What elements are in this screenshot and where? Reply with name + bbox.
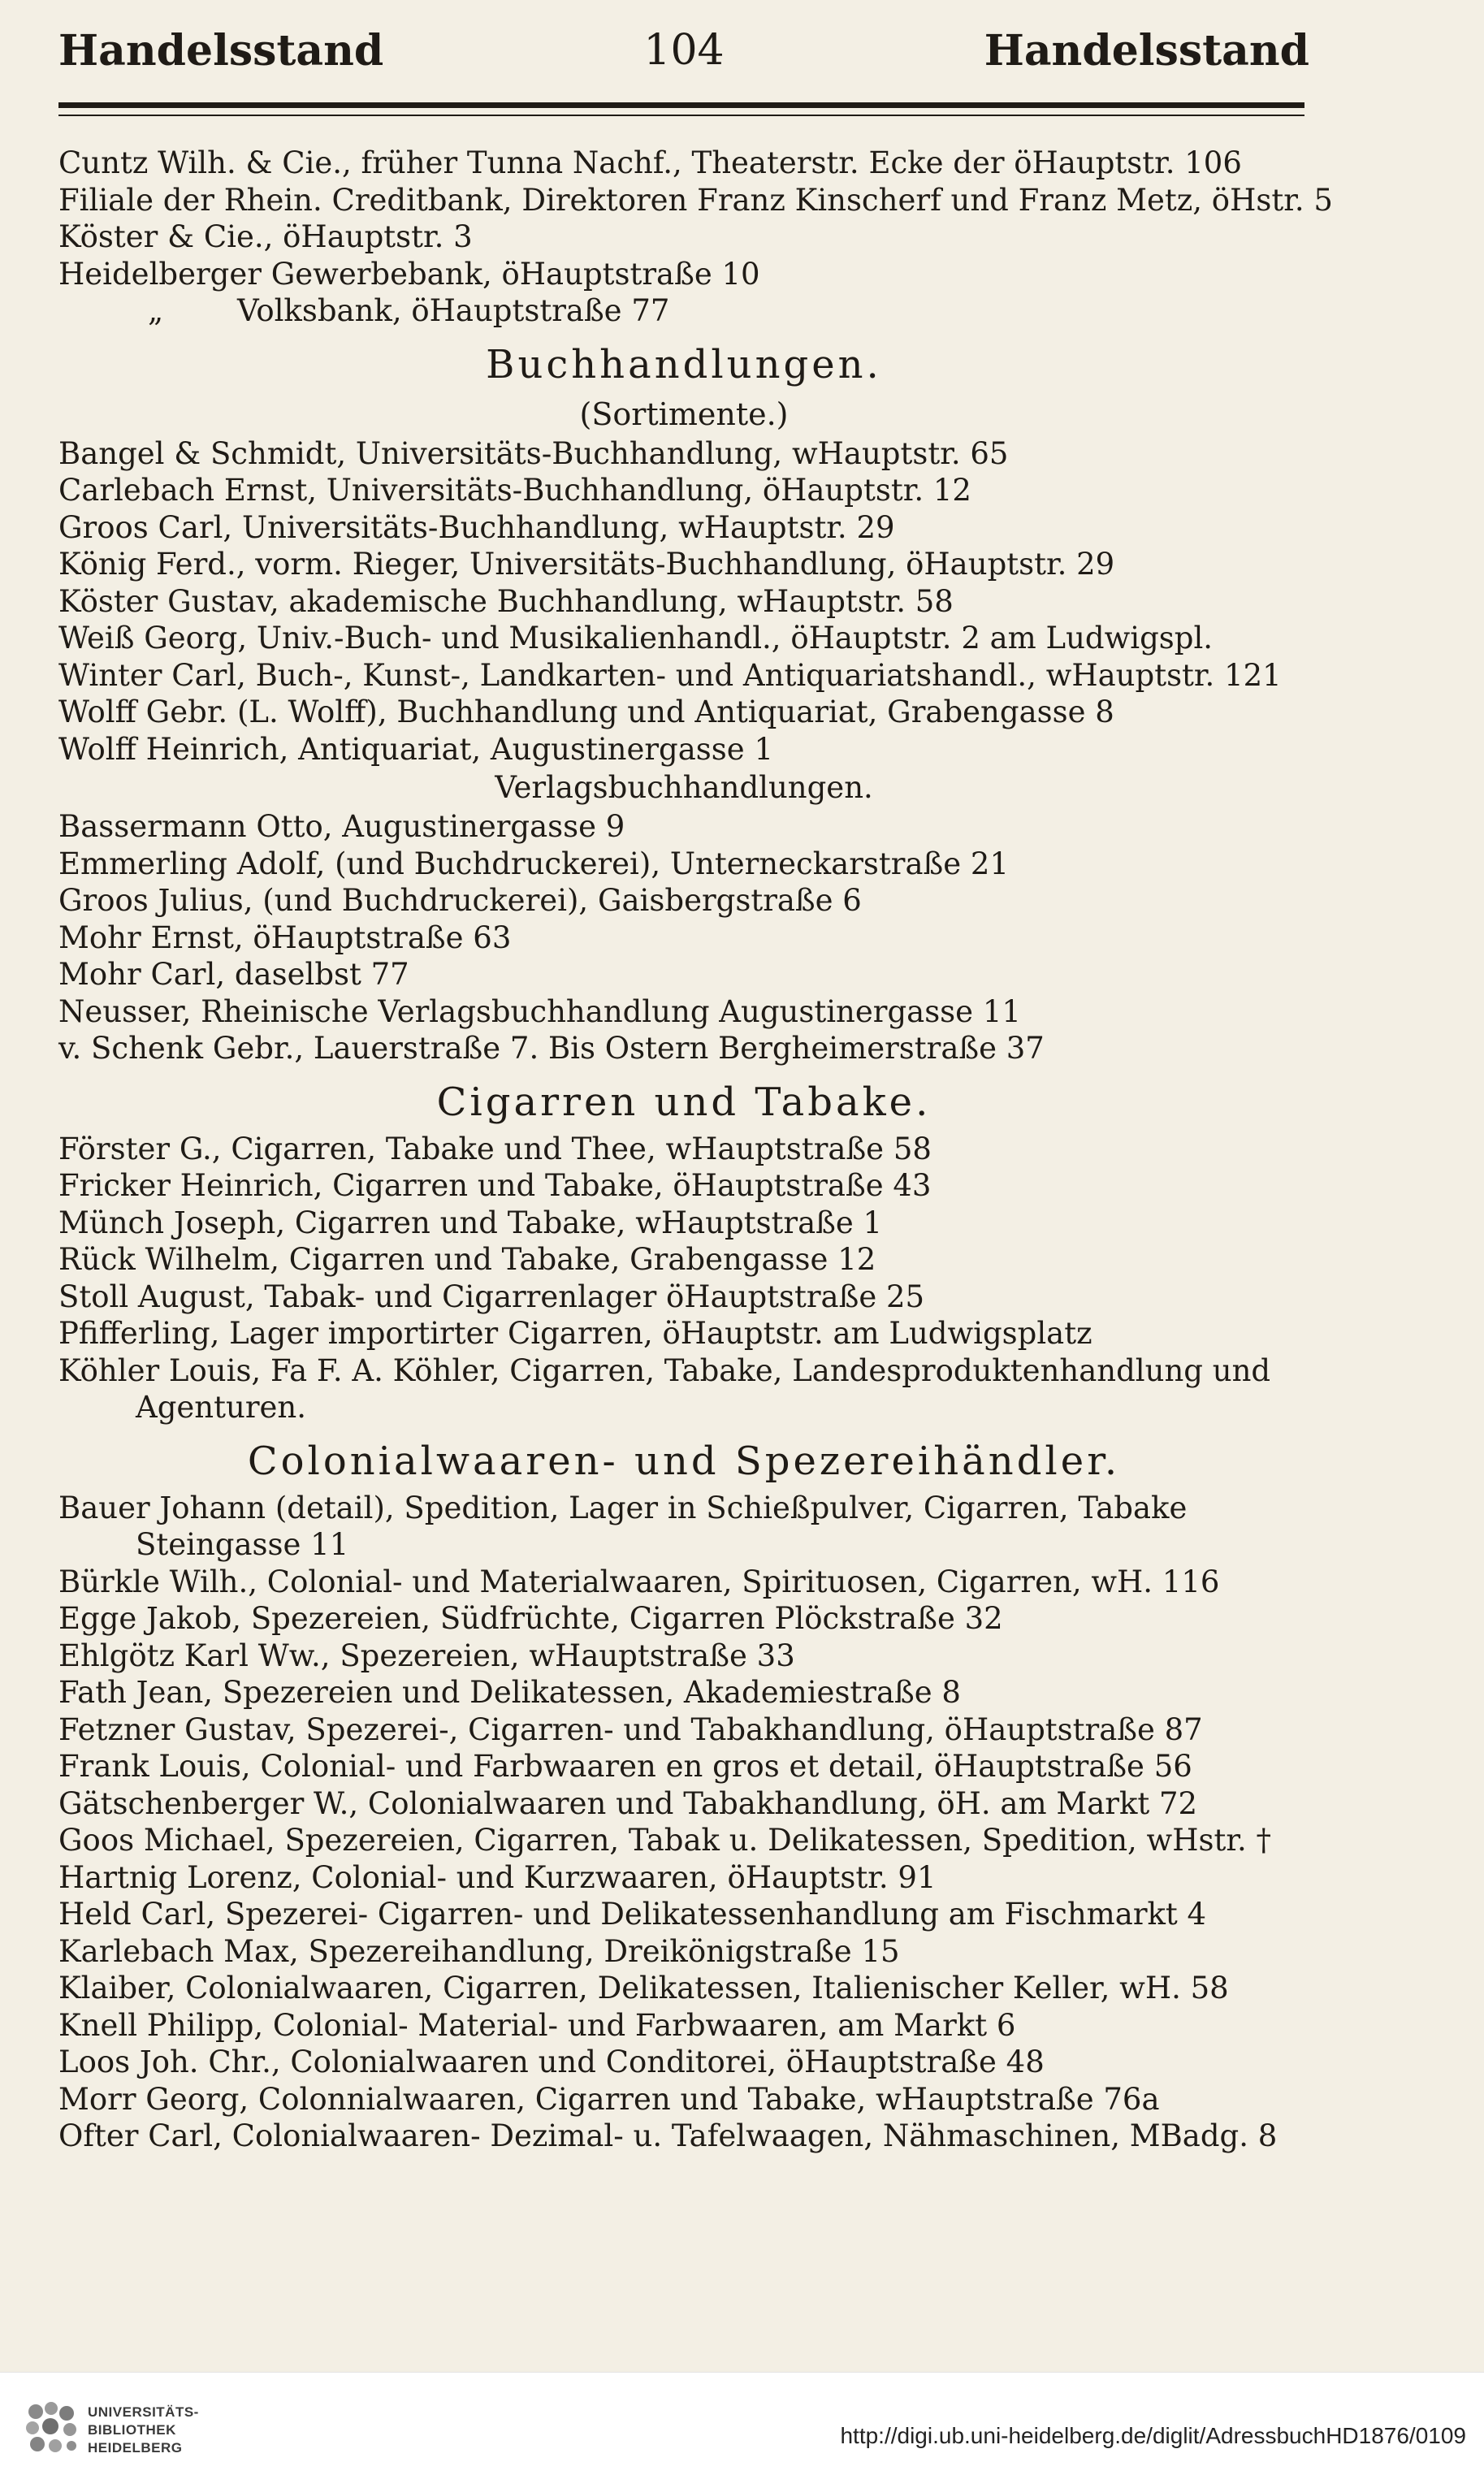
university-library-logo-icon <box>21 2397 81 2457</box>
section-heading-buchhandlungen: Buchhandlungen. <box>486 341 882 387</box>
list-item: Loos Joh. Chr., Colonialwaaren und Conditorei, öHauptstraße 48 <box>58 2044 1045 2079</box>
list-item: Winter Carl, Buch-, Kunst-, Landkarten- und Antiquariatshandl., wHauptstr. 121 <box>58 657 1282 693</box>
list-item: Fricker Heinrich, Cigarren und Tabake, öHauptstraße 43 <box>58 1168 932 1203</box>
list-item: Heidelberger Gewerbebank, öHauptstraße 10 <box>58 256 760 292</box>
source-url-link[interactable]: http://digi.ub.uni-heidelberg.de/diglit/AdressbuchHD1876/0109 <box>840 2423 1466 2448</box>
list-item: Köster & Cie., öHauptstr. 3 <box>58 219 473 254</box>
list-item: Förster G., Cigarren, Tabake und Thee, wHauptstraße 58 <box>58 1131 932 1166</box>
list-item-continuation: Steingasse 11 <box>136 1527 349 1562</box>
list-item: Ehlgötz Karl Ww., Spezereien, wHauptstraße 33 <box>58 1638 795 1673</box>
list-item: Bassermann Otto, Augustinergasse 9 <box>58 809 625 844</box>
ditto-entry-text: Volksbank, öHauptstraße 77 <box>237 293 670 328</box>
list-item: Münch Joseph, Cigarren und Tabake, wHauptstraße 1 <box>58 1205 883 1240</box>
list-item: Cuntz Wilh. & Cie., früher Tunna Nachf., Theaterstr. Ecke der öHauptstr. 106 <box>58 145 1242 180</box>
list-item: Rück Wilhelm, Cigarren und Tabake, Grabengasse 12 <box>58 1242 876 1277</box>
header-rule-thin <box>58 115 1304 116</box>
list-item: Wolff Gebr. (L. Wolff), Buchhandlung und Antiquariat, Grabengasse 8 <box>58 694 1114 729</box>
ditto-mark: „ <box>148 293 164 328</box>
list-item: Bauer Johann (detail), Spedition, Lager in Schießpulver, Cigarren, Tabake <box>58 1490 1188 1525</box>
logo-line: HEIDELBERG <box>88 2440 183 2456</box>
header-right-title: Handelsstand <box>984 26 1309 76</box>
list-item: Mohr Ernst, öHauptstraße 63 <box>58 919 512 955</box>
section-heading-cigarren: Cigarren und Tabake. <box>436 1079 932 1125</box>
list-item: Weiß Georg, Univ.-Buch- und Musikalienhandl., öHauptstr. 2 am Ludwigspl. <box>58 621 1214 656</box>
page-body <box>58 145 1333 2155</box>
list-item: König Ferd., vorm. Rieger, Universitäts-Buchhandlung, öHauptstr. 29 <box>58 547 1115 582</box>
logo-line: BIBLIOTHEK <box>88 2422 176 2438</box>
header-left-title: Handelsstand <box>58 26 384 76</box>
list-item: Köster Gustav, akademische Buchhandlung, wHauptstr. 58 <box>58 583 954 619</box>
list-item: Knell Philipp, Colonial- Material- und Farbwaaren, am Markt 6 <box>58 2007 1016 2043</box>
running-header <box>58 26 1309 83</box>
list-item: Groos Carl, Universitäts-Buchhandlung, wHauptstr. 29 <box>58 509 895 545</box>
university-library-name <box>88 2404 199 2457</box>
list-item: v. Schenk Gebr., Lauerstraße 7. Bis Ostern Bergheimerstraße 37 <box>58 1031 1045 1066</box>
list-item: Stoll August, Tabak- und Cigarrenlager öHauptstraße 25 <box>58 1279 925 1314</box>
list-item-continuation: Agenturen. <box>136 1390 307 1425</box>
list-item: Filiale der Rhein. Creditbank, Direktoren Franz Kinscherf und Franz Metz, öHstr. 5 <box>58 182 1333 218</box>
list-item: Morr Georg, Colonnialwaaren, Cigarren und Tabake, wHauptstraße 76a <box>58 2081 1160 2117</box>
list-item: Köhler Louis, Fa F. A. Köhler, Cigarren, Tabake, Landesproduktenhandlung und <box>58 1352 1271 1388</box>
section-subheading-sortimente: (Sortimente.) <box>579 396 789 432</box>
list-item: Karlebach Max, Spezereihandlung, Dreikönigstraße 15 <box>58 1933 900 1969</box>
list-item: Pfifferling, Lager importirter Cigarren, öHauptstr. am Ludwigsplatz <box>58 1316 1092 1351</box>
viewer-footer <box>0 2372 1484 2488</box>
list-item: Hartnig Lorenz, Colonial- und Kurzwaaren, öHauptstr. 91 <box>58 1859 937 1895</box>
list-item: Held Carl, Spezerei- Cigarren- und Delikatessenhandlung am Fischmarkt 4 <box>58 1897 1207 1932</box>
list-item: Ofter Carl, Colonialwaaren- Dezimal- u. Tafelwaagen, Nähmaschinen, MBadg. 8 <box>58 2118 1278 2153</box>
list-item: Bürkle Wilh., Colonial- und Materialwaaren, Spirituosen, Cigarren, wH. 116 <box>58 1564 1220 1599</box>
list-item: Fath Jean, Spezereien und Delikatessen, Akademiestraße 8 <box>58 1675 961 1710</box>
list-item: Groos Julius, (und Buchdruckerei), Gaisbergstraße 6 <box>58 883 862 918</box>
list-item: Gätschenberger W., Colonialwaaren und Tabakhandlung, öH. am Markt 72 <box>58 1785 1198 1821</box>
ditto-entry <box>58 292 1309 330</box>
list-item: Mohr Carl, daselbst 77 <box>58 957 409 992</box>
list-item: Goos Michael, Spezereien, Cigarren, Tabak u. Delikatessen, Spedition, wHstr. † <box>58 1823 1271 1858</box>
section-heading-colonialwaaren: Colonialwaaren- und Spezereihändler. <box>247 1438 1121 1484</box>
list-item: Fetzner Gustav, Spezerei-, Cigarren- und Tabakhandlung, öHauptstraße 87 <box>58 1711 1203 1747</box>
page-number: 104 <box>643 26 725 75</box>
list-item: Emmerling Adolf, (und Buchdruckerei), Unterneckarstraße 21 <box>58 846 1009 881</box>
header-rule-thick <box>58 102 1304 108</box>
logo-line: UNIVERSITÄTS- <box>88 2404 199 2420</box>
list-item: Egge Jakob, Spezereien, Südfrüchte, Cigarren Plöckstraße 32 <box>58 1601 1003 1636</box>
list-item: Frank Louis, Colonial- und Farbwaaren en gros et detail, öHauptstraße 56 <box>58 1749 1192 1784</box>
list-item: Bangel & Schmidt, Universitäts-Buchhandlung, wHauptstr. 65 <box>58 435 1009 471</box>
section-subheading-verlagsbuchhandlungen: Verlagsbuchhandlungen. <box>495 770 873 805</box>
list-item: Carlebach Ernst, Universitäts-Buchhandlung, öHauptstr. 12 <box>58 473 971 508</box>
list-item: Klaiber, Colonialwaaren, Cigarren, Delikatessen, Italienischer Keller, wH. 58 <box>58 1971 1229 2006</box>
list-item: Neusser, Rheinische Verlagsbuchhandlung Augustinergasse 11 <box>58 993 1021 1029</box>
list-item: Wolff Heinrich, Antiquariat, Augustinergasse 1 <box>58 731 773 767</box>
